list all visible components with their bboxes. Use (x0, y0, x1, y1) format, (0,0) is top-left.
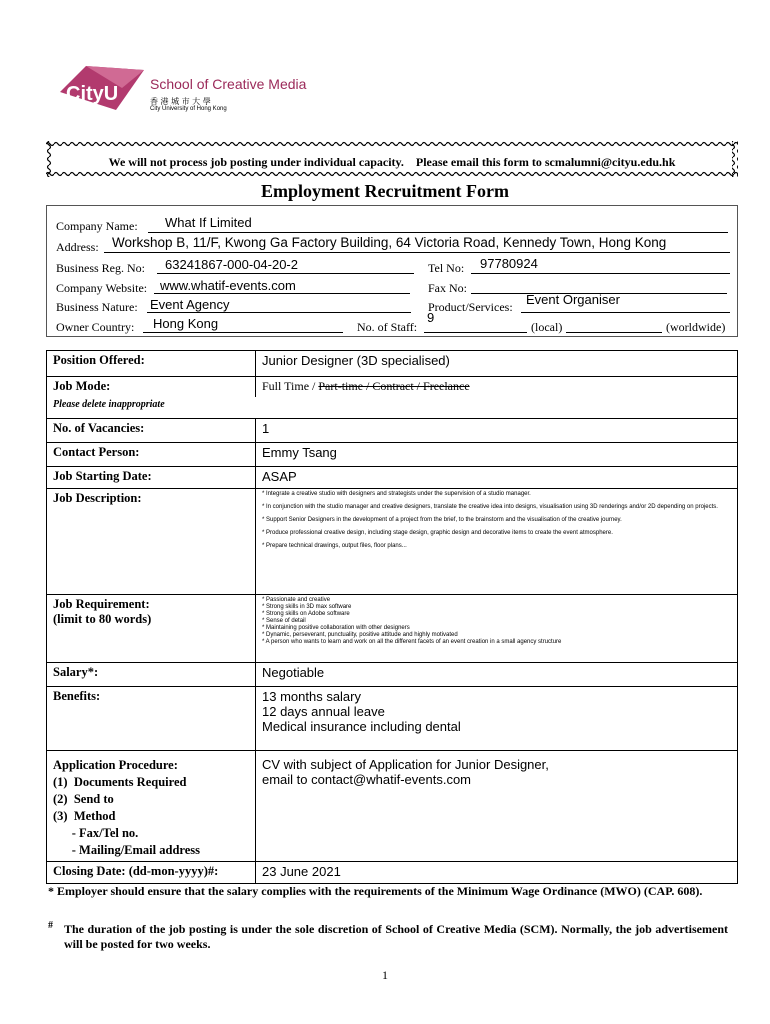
form-title: Employment Recruitment Form (261, 181, 509, 201)
apply-label-cell (47, 751, 256, 862)
product-field[interactable]: Event Organiser (526, 292, 620, 307)
position-field[interactable]: Junior Designer (3D specialised) (256, 351, 738, 377)
req-label: Job Requirement: (53, 597, 150, 611)
apply-label-line: - Fax/Tel no. (53, 826, 139, 840)
svg-text:CityU: CityU (66, 83, 119, 105)
address-label: Address: (56, 240, 99, 254)
desc-item: * Integrate a creative studio with designers and strategists under the supervision of a studio manager. (262, 491, 531, 497)
req-item: * Dynamic, perseverant, punctuality, positive attitude and highly motivated (262, 632, 458, 638)
closing-label: Closing Date: (dd-mon-yyyy)#: (47, 862, 256, 884)
staff-line (424, 319, 527, 333)
req-item: * Sense of detail (262, 618, 306, 624)
mode-full: Full Time / (262, 379, 316, 393)
desc-label: Job Description: (47, 489, 256, 595)
nature-label: Business Nature: (56, 300, 138, 314)
tel-label: Tel No: (428, 261, 465, 275)
duration-footnote: The duration of the job posting is under the sole discretion of School of Creative Media (SCM). Normally, the job advertisement will be posted for two weeks. (64, 922, 728, 951)
apply-label-line: (3) Method (53, 809, 116, 823)
req-item: * Maintaining positive collaboration with other designers (262, 625, 410, 631)
cityu-logo (56, 62, 146, 114)
reg-field[interactable]: 63241867-000-04-20-2 (165, 257, 298, 272)
country-field[interactable]: Hong Kong (153, 316, 219, 331)
contact-label: Contact Person: (47, 443, 256, 467)
apply-label-line: (1) Documents Required (53, 775, 187, 789)
position-label: Position Offered: (47, 351, 256, 377)
closing-field[interactable]: 23 June 2021 (256, 862, 738, 884)
desc-item: * Support Senior Designers in the development of a project from the brief, to the brainstorm and the visualisation of the creative journey. (262, 517, 622, 523)
university-chinese: 香 港 城 市 大 學 (150, 97, 211, 106)
fax-label: Fax No: (428, 281, 467, 295)
req-item: * Strong skills on Adobe software (262, 611, 350, 617)
staff-label: No. of Staff: (357, 320, 418, 334)
salary-field[interactable]: Negotiable (256, 663, 738, 687)
apply-label-line: (2) Send to (53, 792, 114, 806)
start-label: Job Starting Date: (47, 467, 256, 489)
req-item: * Strong skills in 3D max software (262, 604, 352, 610)
apply-field[interactable] (256, 751, 738, 862)
country-label: Owner Country: (56, 320, 135, 334)
notice-text: We will not process job posting under individual capacity. Please email this form to scmalumni@cityu.edu.hk (108, 155, 676, 169)
vacancies-field[interactable]: 1 (256, 419, 738, 443)
vacancies-label: No. of Vacancies: (47, 419, 256, 443)
staff-field[interactable]: 9 (427, 310, 435, 325)
company-name-label: Company Name: (56, 219, 138, 233)
product-label: Product/Services: (428, 300, 513, 314)
reg-label: Business Reg. No: (56, 261, 146, 275)
apply-label-line: Application Procedure: (53, 758, 178, 772)
job-table (46, 350, 738, 884)
apply-line: CV with subject of Application for Junior Designer, (262, 757, 549, 772)
website-field[interactable]: www.whatif-events.com (160, 278, 296, 293)
hash-mark: # (48, 920, 53, 931)
mode-field[interactable] (256, 377, 738, 397)
apply-label-line: - Mailing/Email address (53, 843, 201, 857)
address-field[interactable]: Workshop B, 11/F, Kwong Ga Factory Building, 64 Victoria Road, Kennedy Town, Hong Kong (112, 235, 667, 250)
apply-line: email to contact@whatif-events.com (262, 772, 472, 787)
university-name: City University of Hong Kong (150, 106, 227, 112)
website-label: Company Website: (56, 281, 148, 295)
nature-field[interactable]: Event Agency (150, 297, 230, 312)
benefits-field[interactable] (256, 687, 738, 751)
mode-label: Job Mode: (47, 377, 256, 397)
req-label-limit: (limit to 80 words) (53, 612, 152, 626)
req-item: * A person who wants to learn and work on all the different facets of an event creation in a small agency structure (262, 639, 562, 645)
benefit-item: 12 days annual leave (262, 704, 385, 719)
mode-struck: Part-time / Contract / Freelance (318, 379, 470, 393)
local-label: (local) (531, 320, 563, 334)
req-item: * Passionate and creative (262, 597, 331, 603)
tel-field[interactable]: 97780924 (480, 256, 538, 271)
benefits-label: Benefits: (47, 687, 256, 751)
salary-footnote: * Employer should ensure that the salary complies with the requirements of the Minimum Wage Ordinance (MWO) (CAP. 608). (48, 884, 703, 898)
start-field[interactable]: ASAP (256, 467, 738, 489)
desc-item: * Prepare technical drawings, output files, floor plans... (262, 543, 407, 549)
req-label-cell (47, 595, 256, 663)
page-number: 1 (382, 968, 388, 982)
benefit-item: 13 months salary (262, 689, 361, 704)
benefit-item: Medical insurance including dental (262, 719, 461, 734)
company-name-field[interactable]: What If Limited (165, 215, 252, 230)
contact-field[interactable]: Emmy Tsang (256, 443, 738, 467)
delete-note: Please delete inappropriate (47, 397, 738, 419)
salary-label: Salary*: (47, 663, 256, 687)
school-name: School of Creative Media (150, 76, 307, 92)
req-field[interactable] (256, 595, 738, 663)
worldwide-line (566, 319, 662, 333)
desc-field[interactable] (256, 489, 738, 595)
desc-item: * Produce professional creative design, including stage design, graphic design and decorative items to create the event atmosphere. (262, 530, 613, 536)
desc-item: * In conjunction with the studio manager and creative designers, translate the creative idea into designs, visualisation using 3D renderings and/or 2D depending on projects. (262, 504, 718, 510)
worldwide-label: (worldwide) (666, 320, 726, 334)
